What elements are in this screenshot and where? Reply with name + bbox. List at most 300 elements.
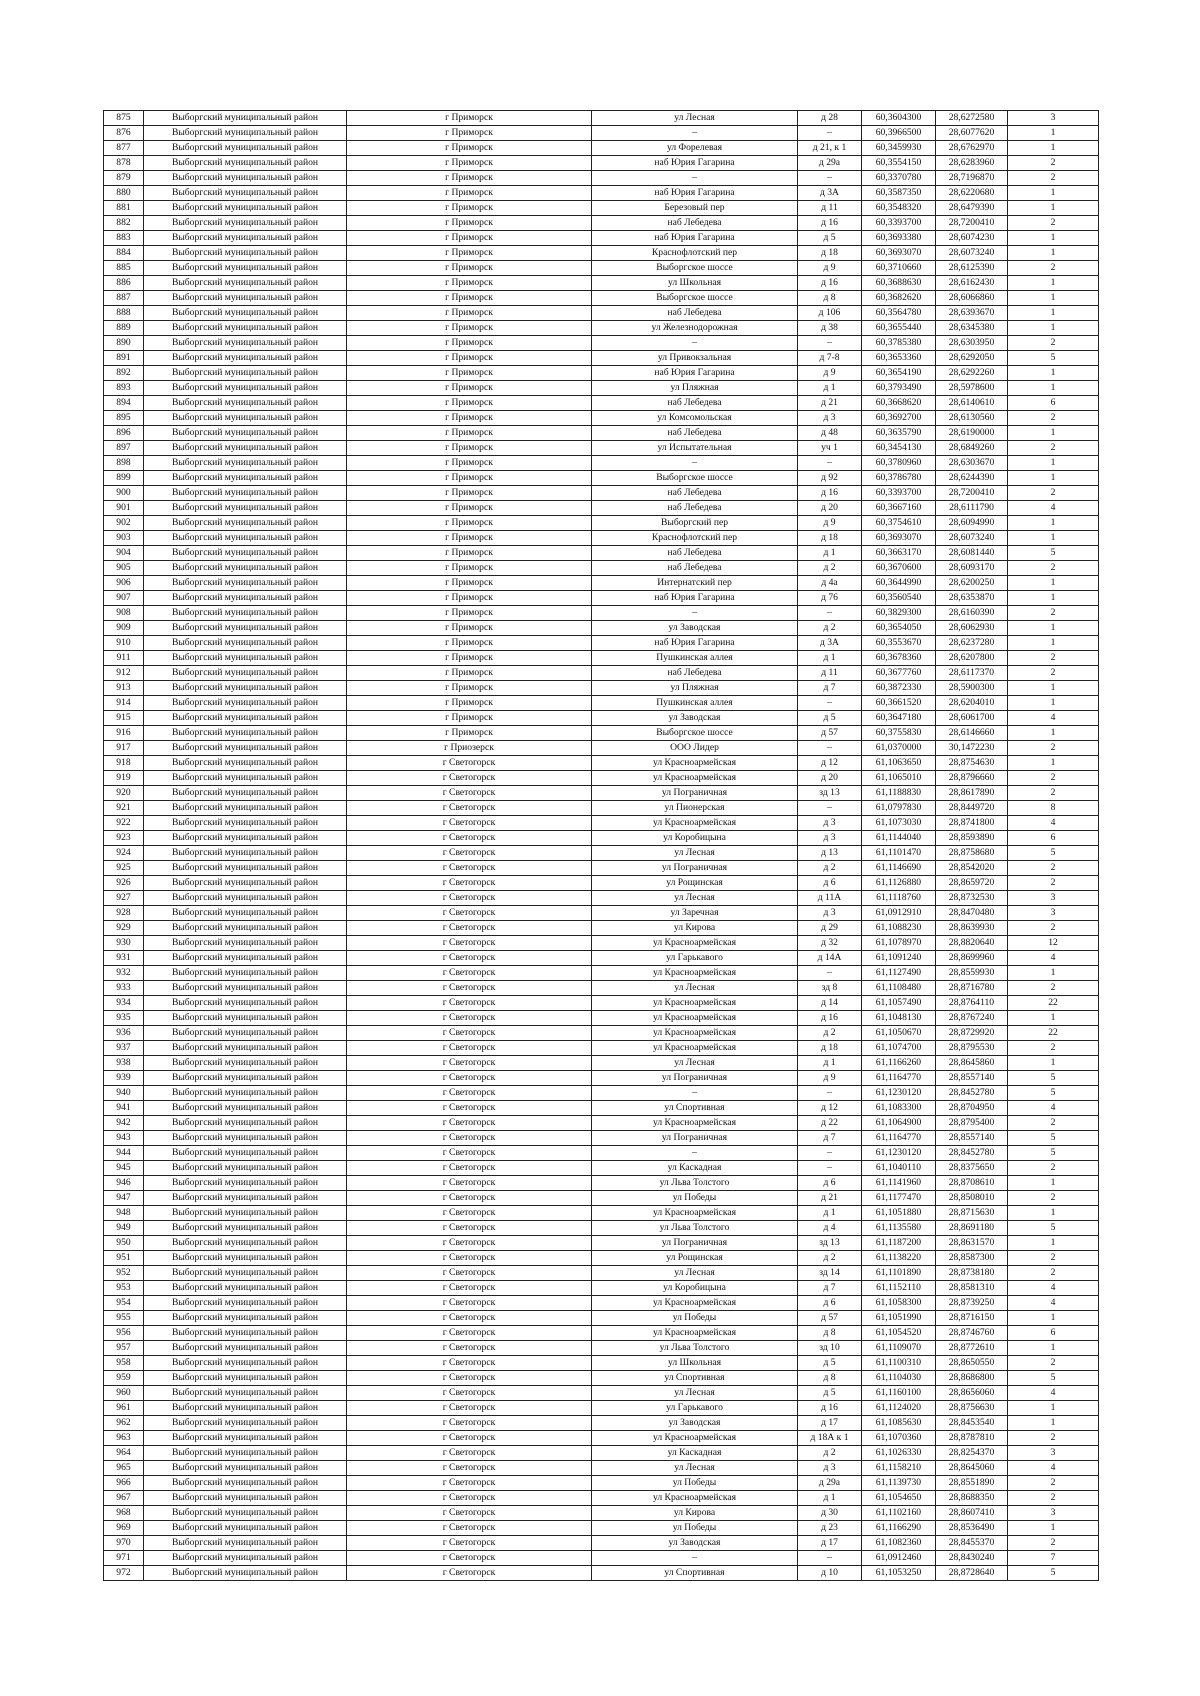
table-row bbox=[104, 366, 1099, 381]
count-cell: 1 bbox=[1008, 576, 1099, 591]
table-row bbox=[104, 711, 1099, 726]
city-cell: г Приморск bbox=[347, 711, 592, 726]
house-cell: – bbox=[798, 1086, 862, 1101]
district-cell: Выборгский муниципальный район bbox=[144, 906, 347, 921]
street-cell: ул Пляжная bbox=[592, 381, 798, 396]
street-cell: Выборгское шоссе bbox=[592, 726, 798, 741]
city-cell: г Светогорск bbox=[347, 831, 592, 846]
house-cell: уч 1 bbox=[798, 441, 862, 456]
latitude-cell: 60,3688630 bbox=[862, 276, 936, 291]
district-cell: Выборгский муниципальный район bbox=[144, 1386, 347, 1401]
district-cell: Выборгский муниципальный район bbox=[144, 366, 347, 381]
count-cell: 6 bbox=[1008, 1326, 1099, 1341]
longitude-cell: 28,8708610 bbox=[936, 1176, 1008, 1191]
street-cell: наб Юрия Гагарина bbox=[592, 591, 798, 606]
latitude-cell: 61,1091240 bbox=[862, 951, 936, 966]
longitude-cell: 28,6062930 bbox=[936, 621, 1008, 636]
count-cell: 2 bbox=[1008, 171, 1099, 186]
latitude-cell: 60,3564780 bbox=[862, 306, 936, 321]
street-cell: наб Лебедева bbox=[592, 306, 798, 321]
house-cell: д 16 bbox=[798, 216, 862, 231]
house-cell: д 2 bbox=[798, 1026, 862, 1041]
house-cell: д 7 bbox=[798, 1281, 862, 1296]
house-cell: д 57 bbox=[798, 726, 862, 741]
house-cell: д 2 bbox=[798, 621, 862, 636]
count-cell: 1 bbox=[1008, 186, 1099, 201]
row-number-cell: 914 bbox=[104, 696, 144, 711]
count-cell: 12 bbox=[1008, 936, 1099, 951]
latitude-cell: 60,3393700 bbox=[862, 216, 936, 231]
longitude-cell: 28,6111790 bbox=[936, 501, 1008, 516]
city-cell: г Светогорск bbox=[347, 1251, 592, 1266]
row-number-cell: 959 bbox=[104, 1371, 144, 1386]
latitude-cell: 61,1088230 bbox=[862, 921, 936, 936]
latitude-cell: 61,1104030 bbox=[862, 1371, 936, 1386]
district-cell: Выборгский муниципальный район bbox=[144, 726, 347, 741]
city-cell: г Приморск bbox=[347, 516, 592, 531]
count-cell: 5 bbox=[1008, 1086, 1099, 1101]
longitude-cell: 28,6077620 bbox=[936, 126, 1008, 141]
longitude-cell: 28,6140610 bbox=[936, 396, 1008, 411]
row-number-cell: 915 bbox=[104, 711, 144, 726]
street-cell: ул Заводская bbox=[592, 1536, 798, 1551]
table-row bbox=[104, 1206, 1099, 1221]
latitude-cell: 61,1160100 bbox=[862, 1386, 936, 1401]
longitude-cell: 28,8741800 bbox=[936, 816, 1008, 831]
district-cell: Выборгский муниципальный район bbox=[144, 756, 347, 771]
longitude-cell: 28,8704950 bbox=[936, 1101, 1008, 1116]
count-cell: 3 bbox=[1008, 1446, 1099, 1461]
street-cell: наб Лебедева bbox=[592, 561, 798, 576]
street-cell: ул Красноармейская bbox=[592, 1491, 798, 1506]
row-number-cell: 943 bbox=[104, 1131, 144, 1146]
table-row bbox=[104, 786, 1099, 801]
house-cell: – bbox=[798, 966, 862, 981]
longitude-cell: 28,6073240 bbox=[936, 531, 1008, 546]
table-row bbox=[104, 501, 1099, 516]
row-number-cell: 878 bbox=[104, 156, 144, 171]
street-cell: ул Красноармейская bbox=[592, 1011, 798, 1026]
house-cell: д 13 bbox=[798, 846, 862, 861]
city-cell: г Светогорск bbox=[347, 906, 592, 921]
latitude-cell: 61,0797830 bbox=[862, 801, 936, 816]
table-row bbox=[104, 921, 1099, 936]
latitude-cell: 61,1040110 bbox=[862, 1161, 936, 1176]
count-cell: 3 bbox=[1008, 111, 1099, 126]
district-cell: Выборгский муниципальный район bbox=[144, 1011, 347, 1026]
longitude-cell: 28,8758680 bbox=[936, 846, 1008, 861]
count-cell: 2 bbox=[1008, 336, 1099, 351]
district-cell: Выборгский муниципальный район bbox=[144, 306, 347, 321]
row-number-cell: 971 bbox=[104, 1551, 144, 1566]
longitude-cell: 28,8820640 bbox=[936, 936, 1008, 951]
house-cell: д 18А к 1 bbox=[798, 1431, 862, 1446]
city-cell: г Светогорск bbox=[347, 756, 592, 771]
row-number-cell: 902 bbox=[104, 516, 144, 531]
row-number-cell: 934 bbox=[104, 996, 144, 1011]
latitude-cell: 61,1082360 bbox=[862, 1536, 936, 1551]
longitude-cell: 28,8772610 bbox=[936, 1341, 1008, 1356]
house-cell: д 21, к 1 bbox=[798, 141, 862, 156]
district-cell: Выборгский муниципальный район bbox=[144, 801, 347, 816]
city-cell: г Приморск bbox=[347, 486, 592, 501]
street-cell: ул Лесная bbox=[592, 111, 798, 126]
latitude-cell: 60,3370780 bbox=[862, 171, 936, 186]
street-cell: ул Победы bbox=[592, 1191, 798, 1206]
city-cell: г Светогорск bbox=[347, 1566, 592, 1581]
street-cell: ул Каскадная bbox=[592, 1446, 798, 1461]
count-cell: 1 bbox=[1008, 126, 1099, 141]
street-cell: Пушкинская аллея bbox=[592, 696, 798, 711]
row-number-cell: 879 bbox=[104, 171, 144, 186]
city-cell: г Светогорск bbox=[347, 861, 592, 876]
city-cell: г Светогорск bbox=[347, 1236, 592, 1251]
longitude-cell: 28,8764110 bbox=[936, 996, 1008, 1011]
longitude-cell: 28,6066860 bbox=[936, 291, 1008, 306]
district-cell: Выборгский муниципальный район bbox=[144, 531, 347, 546]
house-cell: д 3 bbox=[798, 411, 862, 426]
street-cell: ул Красноармейская bbox=[592, 1206, 798, 1221]
district-cell: Выборгский муниципальный район bbox=[144, 1371, 347, 1386]
house-cell: д 76 bbox=[798, 591, 862, 606]
latitude-cell: 60,3678360 bbox=[862, 651, 936, 666]
table-row bbox=[104, 411, 1099, 426]
table-row bbox=[104, 1416, 1099, 1431]
table-row bbox=[104, 1251, 1099, 1266]
table-row bbox=[104, 516, 1099, 531]
table-row bbox=[104, 966, 1099, 981]
latitude-cell: 60,3693380 bbox=[862, 231, 936, 246]
row-number-cell: 948 bbox=[104, 1206, 144, 1221]
house-cell: д 18 bbox=[798, 246, 862, 261]
latitude-cell: 61,1164770 bbox=[862, 1131, 936, 1146]
city-cell: г Светогорск bbox=[347, 1311, 592, 1326]
row-number-cell: 907 bbox=[104, 591, 144, 606]
district-cell: Выборгский муниципальный район bbox=[144, 1491, 347, 1506]
street-cell: Выборгское шоссе bbox=[592, 291, 798, 306]
row-number-cell: 888 bbox=[104, 306, 144, 321]
house-cell: д 8 bbox=[798, 1326, 862, 1341]
city-cell: г Светогорск bbox=[347, 1386, 592, 1401]
longitude-cell: 28,6073240 bbox=[936, 246, 1008, 261]
city-cell: г Приморск bbox=[347, 201, 592, 216]
count-cell: 5 bbox=[1008, 846, 1099, 861]
table-row bbox=[104, 291, 1099, 306]
district-cell: Выборгский муниципальный район bbox=[144, 471, 347, 486]
district-cell: Выборгский муниципальный район bbox=[144, 1296, 347, 1311]
count-cell: 1 bbox=[1008, 1206, 1099, 1221]
district-cell: Выборгский муниципальный район bbox=[144, 411, 347, 426]
count-cell: 1 bbox=[1008, 621, 1099, 636]
street-cell: ул Лесная bbox=[592, 1386, 798, 1401]
row-number-cell: 940 bbox=[104, 1086, 144, 1101]
district-cell: Выборгский муниципальный район bbox=[144, 1161, 347, 1176]
city-cell: г Светогорск bbox=[347, 876, 592, 891]
table-row bbox=[104, 1101, 1099, 1116]
latitude-cell: 61,1063650 bbox=[862, 756, 936, 771]
city-cell: г Приморск bbox=[347, 141, 592, 156]
district-cell: Выборгский муниципальный район bbox=[144, 186, 347, 201]
city-cell: г Приморск bbox=[347, 471, 592, 486]
house-cell: д 8 bbox=[798, 1371, 862, 1386]
count-cell: 5 bbox=[1008, 1071, 1099, 1086]
street-cell: ул Кирова bbox=[592, 921, 798, 936]
street-cell: наб Лебедева bbox=[592, 666, 798, 681]
street-cell: Краснофлотский пер bbox=[592, 531, 798, 546]
count-cell: 1 bbox=[1008, 246, 1099, 261]
city-cell: г Светогорск bbox=[347, 1026, 592, 1041]
latitude-cell: 61,1026330 bbox=[862, 1446, 936, 1461]
count-cell: 2 bbox=[1008, 786, 1099, 801]
street-cell: ул Красноармейская bbox=[592, 1041, 798, 1056]
city-cell: г Приозерск bbox=[347, 741, 592, 756]
count-cell: 5 bbox=[1008, 1371, 1099, 1386]
city-cell: г Приморск bbox=[347, 636, 592, 651]
house-cell: д 2 bbox=[798, 1251, 862, 1266]
district-cell: Выборгский муниципальный район bbox=[144, 1041, 347, 1056]
city-cell: г Светогорск bbox=[347, 981, 592, 996]
row-number-cell: 933 bbox=[104, 981, 144, 996]
district-cell: Выборгский муниципальный район bbox=[144, 1056, 347, 1071]
latitude-cell: 60,3793490 bbox=[862, 381, 936, 396]
street-cell: – bbox=[592, 171, 798, 186]
house-cell: д 30 bbox=[798, 1506, 862, 1521]
table-row bbox=[104, 1146, 1099, 1161]
latitude-cell: 60,3459930 bbox=[862, 141, 936, 156]
house-cell: д 1 bbox=[798, 1491, 862, 1506]
latitude-cell: 60,3682620 bbox=[862, 291, 936, 306]
latitude-cell: 60,3587350 bbox=[862, 186, 936, 201]
street-cell: Пушкинская аллея bbox=[592, 651, 798, 666]
count-cell: 1 bbox=[1008, 966, 1099, 981]
latitude-cell: 61,1078970 bbox=[862, 936, 936, 951]
longitude-cell: 28,8767240 bbox=[936, 1011, 1008, 1026]
district-cell: Выборгский муниципальный район bbox=[144, 276, 347, 291]
latitude-cell: 61,1127490 bbox=[862, 966, 936, 981]
latitude-cell: 61,1101470 bbox=[862, 846, 936, 861]
city-cell: г Светогорск bbox=[347, 771, 592, 786]
latitude-cell: 61,1187200 bbox=[862, 1236, 936, 1251]
district-cell: Выборгский муниципальный район bbox=[144, 576, 347, 591]
latitude-cell: 61,1083300 bbox=[862, 1101, 936, 1116]
row-number-cell: 899 bbox=[104, 471, 144, 486]
table-row bbox=[104, 426, 1099, 441]
count-cell: 2 bbox=[1008, 981, 1099, 996]
table-row bbox=[104, 396, 1099, 411]
city-cell: г Светогорск bbox=[347, 891, 592, 906]
street-cell: ул Красноармейская bbox=[592, 1326, 798, 1341]
district-cell: Выборгский муниципальный район bbox=[144, 876, 347, 891]
street-cell: ул Гарькавого bbox=[592, 1401, 798, 1416]
longitude-cell: 28,6479390 bbox=[936, 201, 1008, 216]
street-cell: – bbox=[592, 336, 798, 351]
table-row bbox=[104, 831, 1099, 846]
street-cell: ул Испытательная bbox=[592, 441, 798, 456]
row-number-cell: 949 bbox=[104, 1221, 144, 1236]
count-cell: 2 bbox=[1008, 1476, 1099, 1491]
district-cell: Выборгский муниципальный район bbox=[144, 1446, 347, 1461]
latitude-cell: 60,3677760 bbox=[862, 666, 936, 681]
longitude-cell: 30,1472230 bbox=[936, 741, 1008, 756]
longitude-cell: 28,6081440 bbox=[936, 546, 1008, 561]
city-cell: г Светогорск bbox=[347, 1206, 592, 1221]
count-cell: 2 bbox=[1008, 216, 1099, 231]
latitude-cell: 60,3755830 bbox=[862, 726, 936, 741]
city-cell: г Светогорск bbox=[347, 1371, 592, 1386]
longitude-cell: 28,8470480 bbox=[936, 906, 1008, 921]
district-cell: Выборгский муниципальный район bbox=[144, 1146, 347, 1161]
longitude-cell: 28,8551890 bbox=[936, 1476, 1008, 1491]
city-cell: г Светогорск bbox=[347, 1431, 592, 1446]
count-cell: 4 bbox=[1008, 1386, 1099, 1401]
latitude-cell: 60,3655440 bbox=[862, 321, 936, 336]
district-cell: Выборгский муниципальный район bbox=[144, 651, 347, 666]
street-cell: – bbox=[592, 1086, 798, 1101]
house-cell: зд 14 bbox=[798, 1266, 862, 1281]
latitude-cell: 60,3454130 bbox=[862, 441, 936, 456]
city-cell: г Светогорск bbox=[347, 1416, 592, 1431]
longitude-cell: 28,7196870 bbox=[936, 171, 1008, 186]
street-cell: ул Красноармейская bbox=[592, 756, 798, 771]
count-cell: 2 bbox=[1008, 1266, 1099, 1281]
district-cell: Выборгский муниципальный район bbox=[144, 561, 347, 576]
house-cell: д 6 bbox=[798, 1176, 862, 1191]
count-cell: 1 bbox=[1008, 201, 1099, 216]
longitude-cell: 28,6345380 bbox=[936, 321, 1008, 336]
row-number-cell: 962 bbox=[104, 1416, 144, 1431]
table-row bbox=[104, 741, 1099, 756]
city-cell: г Светогорск bbox=[347, 1101, 592, 1116]
district-cell: Выборгский муниципальный район bbox=[144, 396, 347, 411]
latitude-cell: 60,3661520 bbox=[862, 696, 936, 711]
latitude-cell: 61,1100310 bbox=[862, 1356, 936, 1371]
latitude-cell: 61,1139730 bbox=[862, 1476, 936, 1491]
longitude-cell: 28,6353870 bbox=[936, 591, 1008, 606]
table-row bbox=[104, 1341, 1099, 1356]
city-cell: г Приморск bbox=[347, 216, 592, 231]
house-cell: – bbox=[798, 606, 862, 621]
latitude-cell: 61,1188830 bbox=[862, 786, 936, 801]
count-cell: 2 bbox=[1008, 1491, 1099, 1506]
house-cell: д 9 bbox=[798, 261, 862, 276]
district-cell: Выборгский муниципальный район bbox=[144, 1476, 347, 1491]
table-row bbox=[104, 471, 1099, 486]
table-row bbox=[104, 1311, 1099, 1326]
latitude-cell: 60,3785380 bbox=[862, 336, 936, 351]
latitude-cell: 61,0912910 bbox=[862, 906, 936, 921]
district-cell: Выборгский муниципальный район bbox=[144, 1416, 347, 1431]
house-cell: д 1 bbox=[798, 381, 862, 396]
street-cell: ул Льва Толстого bbox=[592, 1341, 798, 1356]
latitude-cell: 61,1058300 bbox=[862, 1296, 936, 1311]
district-cell: Выборгский муниципальный район bbox=[144, 666, 347, 681]
table-row bbox=[104, 666, 1099, 681]
row-number-cell: 950 bbox=[104, 1236, 144, 1251]
row-number-cell: 955 bbox=[104, 1311, 144, 1326]
row-number-cell: 952 bbox=[104, 1266, 144, 1281]
longitude-cell: 28,8449720 bbox=[936, 801, 1008, 816]
house-cell: – bbox=[798, 1161, 862, 1176]
district-cell: Выборгский муниципальный район bbox=[144, 141, 347, 156]
city-cell: г Приморск bbox=[347, 291, 592, 306]
row-number-cell: 938 bbox=[104, 1056, 144, 1071]
count-cell: 1 bbox=[1008, 636, 1099, 651]
longitude-cell: 28,7200410 bbox=[936, 216, 1008, 231]
longitude-cell: 28,6190000 bbox=[936, 426, 1008, 441]
latitude-cell: 61,1053250 bbox=[862, 1566, 936, 1581]
count-cell: 5 bbox=[1008, 546, 1099, 561]
street-cell: ул Пляжная bbox=[592, 681, 798, 696]
row-number-cell: 922 bbox=[104, 816, 144, 831]
count-cell: 1 bbox=[1008, 231, 1099, 246]
table-row bbox=[104, 906, 1099, 921]
street-cell: ул Красноармейская bbox=[592, 966, 798, 981]
table-row bbox=[104, 606, 1099, 621]
longitude-cell: 28,8691180 bbox=[936, 1221, 1008, 1236]
longitude-cell: 28,5978600 bbox=[936, 381, 1008, 396]
latitude-cell: 60,3966500 bbox=[862, 126, 936, 141]
house-cell: д 5 bbox=[798, 231, 862, 246]
latitude-cell: 61,1141960 bbox=[862, 1176, 936, 1191]
latitude-cell: 60,3754610 bbox=[862, 516, 936, 531]
count-cell: 1 bbox=[1008, 1176, 1099, 1191]
street-cell: ул Красноармейская bbox=[592, 1431, 798, 1446]
longitude-cell: 28,8686800 bbox=[936, 1371, 1008, 1386]
latitude-cell: 61,1048130 bbox=[862, 1011, 936, 1026]
longitude-cell: 28,8631570 bbox=[936, 1236, 1008, 1251]
latitude-cell: 61,1144040 bbox=[862, 831, 936, 846]
house-cell: д 4 bbox=[798, 1221, 862, 1236]
longitude-cell: 28,6283960 bbox=[936, 156, 1008, 171]
row-number-cell: 908 bbox=[104, 606, 144, 621]
row-number-cell: 898 bbox=[104, 456, 144, 471]
table-row bbox=[104, 1191, 1099, 1206]
count-cell: 22 bbox=[1008, 1026, 1099, 1041]
count-cell: 4 bbox=[1008, 1296, 1099, 1311]
row-number-cell: 906 bbox=[104, 576, 144, 591]
house-cell: д 18 bbox=[798, 531, 862, 546]
longitude-cell: 28,6146660 bbox=[936, 726, 1008, 741]
district-cell: Выборгский муниципальный район bbox=[144, 1191, 347, 1206]
longitude-cell: 28,8452780 bbox=[936, 1146, 1008, 1161]
house-cell: д 3А bbox=[798, 636, 862, 651]
row-number-cell: 883 bbox=[104, 231, 144, 246]
house-cell: д 16 bbox=[798, 1401, 862, 1416]
row-number-cell: 911 bbox=[104, 651, 144, 666]
district-cell: Выборгский муниципальный район bbox=[144, 1236, 347, 1251]
table-row bbox=[104, 111, 1099, 126]
longitude-cell: 28,8796660 bbox=[936, 771, 1008, 786]
house-cell: д 20 bbox=[798, 501, 862, 516]
street-cell: наб Юрия Гагарина bbox=[592, 186, 798, 201]
count-cell: 22 bbox=[1008, 996, 1099, 1011]
longitude-cell: 28,6762970 bbox=[936, 141, 1008, 156]
city-cell: г Светогорск bbox=[347, 1071, 592, 1086]
table-row bbox=[104, 531, 1099, 546]
table-row bbox=[104, 756, 1099, 771]
longitude-cell: 28,8508010 bbox=[936, 1191, 1008, 1206]
row-number-cell: 894 bbox=[104, 396, 144, 411]
latitude-cell: 60,3635790 bbox=[862, 426, 936, 441]
street-cell: – bbox=[592, 456, 798, 471]
row-number-cell: 905 bbox=[104, 561, 144, 576]
longitude-cell: 28,8656060 bbox=[936, 1386, 1008, 1401]
count-cell: 2 bbox=[1008, 1536, 1099, 1551]
street-cell: ул Пограничная bbox=[592, 861, 798, 876]
table-row bbox=[104, 1401, 1099, 1416]
district-cell: Выборгский муниципальный район bbox=[144, 216, 347, 231]
latitude-cell: 60,3654190 bbox=[862, 366, 936, 381]
